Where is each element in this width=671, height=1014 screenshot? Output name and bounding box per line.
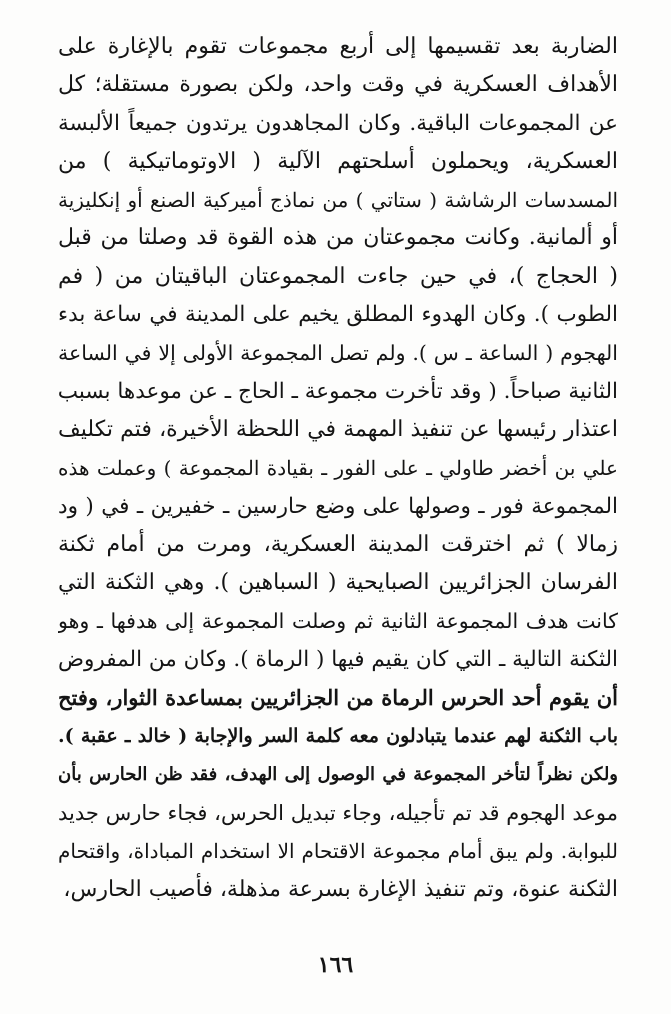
text-line: أو ألمانية. وكانت مجموعتان من هذه القوة قد وصلتا من قبل <box>58 225 618 251</box>
text-line: أن يقوم أحد الحرس الرماة من الجزائريين بمساعدة الثوار، وفتح <box>58 685 618 711</box>
text-line: المجموعة فور ـ وصولها على وضع حارسين ـ خفيرين ـ في ( ود <box>58 493 618 519</box>
text-line: باب الثكنة لهم عندما يتبادلون معه كلمة السر والإجابة ( خالد ـ عقبة ). <box>58 725 618 748</box>
body-text <box>58 28 618 909</box>
text-line: زمالا ) ثم اخترقت المدينة العسكرية، ومرت من أمام ثكنة <box>58 531 618 557</box>
text-line: المسدسات الرشاشة ( ستاتي ) من نماذج أميركية الصنع أو إنكليزية <box>58 188 618 213</box>
text-line: اعتذار رئيسها عن تنفيذ المهمة في اللحظة الأخيرة، فتم تكليف <box>58 416 618 442</box>
text-line: للبوابة. ولم يبق أمام مجموعة الاقتحام الا استخدام المباداة، واقتحام <box>58 839 618 864</box>
text-line: علي بن أخضر طاولي ـ على الفور ـ بقيادة المجموعة ) وعملت هذه <box>58 456 618 481</box>
text-line: الأهداف العسكرية في وقت واحد، ولكن بصورة مستقلة؛ كل <box>58 72 618 98</box>
page-number: ١٦٦ <box>317 952 354 978</box>
text-line: ولكن نظراً لتأخر المجموعة في الوصول إلى الهدف، فقد ظن الحارس بأن <box>58 763 618 785</box>
text-line: الطوب ). وكان الهدوء المطلق يخيم على المدينة في ساعة بدء <box>58 302 618 328</box>
text-line: الثكنة عنوة، وتم تنفيذ الإغارة بسرعة مذهلة، فأصيب الحارس، <box>63 876 618 902</box>
text-line: الثكنة التالية ـ التي كان يقيم فيها ( الرماة ). وكان من المفروض <box>58 646 618 672</box>
text-line: الثانية صباحاً. ( وقد تأخرت مجموعة ـ الحاج ـ عن موعدها بسبب <box>58 378 618 404</box>
text-line: الضاربة بعد تقسيمها إلى أربع مجموعات تقوم بالإغارة على <box>58 34 618 59</box>
text-line: كانت هدف المجموعة الثانية ثم وصلت المجموعة إلى هدفها ـ وهو <box>58 609 618 634</box>
text-line: العسكرية، ويحملون أسلحتهم الآلية ( الاوتوماتيكية ) من <box>58 148 618 174</box>
text-line: الفرسان الجزائريين الصبايحية ( السباهين ). وهي الثكنة التي <box>58 570 618 596</box>
text-line: موعد الهجوم قد تم تأجيله، وجاء تبديل الحرس، فجاء حارس جديد <box>58 800 618 825</box>
text-line: الهجوم ( الساعة ـ س ). ولم تصل المجموعة الأولى إلا في الساعة <box>58 341 618 366</box>
text-line: ( الحجاج )، في حين جاءت المجموعتان الباقيتان من ( فم <box>58 263 618 289</box>
text-line: عن المجموعات الباقية. وكان المجاهدون يرتدون جميعاً الألبسة <box>58 110 618 136</box>
